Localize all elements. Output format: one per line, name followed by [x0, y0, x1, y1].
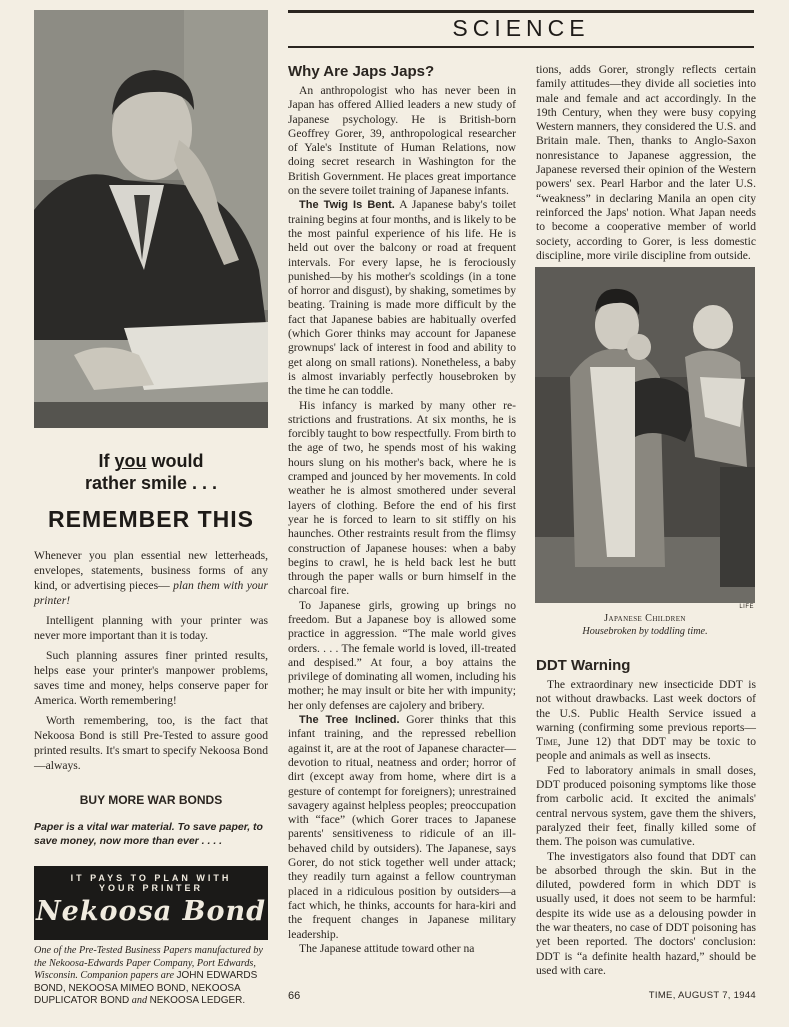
article-paragraph: The Japanese attitude toward other na [299, 941, 475, 955]
photo-japanese-children [535, 267, 755, 603]
ad-paragraph: Intelligent planning with your printer was never more important than it is today. [34, 614, 268, 642]
section-title: SCIENCE [452, 15, 590, 41]
ad-headline-remember-this: REMEMBER THIS [48, 506, 254, 532]
ad-banner-line2: YOUR PRINTER [98, 883, 203, 893]
photo-caption [535, 612, 755, 638]
caption-title: Japanese Children [604, 613, 686, 624]
article-paragraph-text: Gorer thinks that this infant training, and the repressed rebellion against it, are at the root of Japanese character—devotion to ritual, neatness and order; horror of dirt (except away from home, where dirt is a gesture of contempt for foreigners); unrestrained savagery against helpless peoples; preoccupation with “face” (which Gorer traces to Japanese parents' sensitiveness to ridicule of an ill-behaved child by outsiders). The Japanese, says Gorer, do not stick together well under attack; they readily turn against a fellow countryman placed in a ridiculous position by outsiders—a fact which, he thinks, accounts for hara-kiri and the frequent changes in Japanese military leadership. [288, 713, 516, 941]
ad-fine-italic: One of the Pre-Tested Business Papers manufactured by the Nekoosa-Edwards Paper Company, Port Edwards, Wisconsin. Companion papers are [34, 945, 263, 981]
ad-fine-print [34, 945, 268, 1008]
article-paragraph: To Japanese girls, growing up brings no freedom. But a Japanese boy is allowed some practice in aggression. “The male world gives orders. . . . The female world is loved, ill-treated and despised.” At four, a boy attains the privilege of dominating all women, including his mother; he may insult or bite her with impunity; her only defenses are cajolery and bribery. [288, 598, 516, 712]
ad-paper-note: Paper is a vital war material. To save paper, to save money, now more than ever . . . . [34, 821, 263, 847]
header-rule-bottom [288, 46, 754, 48]
article-paragraph-text: The extraordinary new insecticide DDT is not without drawbacks. Last week doctors of the U.S. Public Health Service issued a warning (confirming some previous reports— [536, 678, 756, 734]
page-number: 66 [288, 990, 301, 1002]
ad-paragraph [34, 548, 268, 608]
article-paragraph: His infancy is marked by many other restrictions and frustrations. At six months, he is forcibly taught to bow respectfully. From birth to the age of two, he spends most of his waking hours slung on his mother's back, where he is cramped and jounced by her movements. In cold weather he is almost smothered under several layers of clothing. Before the end of his first year he is forced to learn to sit stiffly on his haunches. Other restraints result from the flimsy construction of Japanese houses: when a baby begins to crawl, he is held back lest he butt through the paper walls or burn himself in the charcoal fire. [288, 398, 516, 598]
ad-headline-you: you [114, 451, 147, 471]
ad-brand-banner [34, 866, 268, 940]
article-column-left [288, 63, 516, 956]
article-paragraph [288, 198, 516, 398]
ad-photo-illustration [34, 10, 268, 428]
photo-credit: LIFE [739, 604, 754, 610]
article-column-right-bottom [536, 657, 756, 978]
nekoosa-bond-logo: Nekoosa Bond [35, 896, 267, 927]
article-paragraph [288, 713, 516, 942]
article-title-ddt: DDT Warning [536, 657, 631, 674]
ad-paragraph-italic: plan them with your printer! [34, 579, 268, 607]
ad-fine-and: and [129, 995, 150, 1006]
ad-paragraph-text: Whenever you plan essential new letterheads, envelopes, statements, business forms of any kind, or advertising pieces— [34, 549, 268, 592]
ad-headline-line1 [34, 450, 268, 472]
article-paragraph: Fed to laboratory animals in small doses, DDT produced poisoning symptoms like those from carbolic acid. It excited the animals' central nervous system, gave them the shivers, paralyzed their feet, finally killed some of them. The poison was cumulative. [536, 763, 756, 849]
article-paragraph: The investigators also found that DDT can be absorbed through the skin. But in the diluted, powdered form in which DDT is usually used, it does not seem to be harmful: despite its wide use as a delousing powder in the war theaters, no case of DDT poisoning has yet been reported. The doctors' conclusion: DDT is “a definite health hazard,” should be used with care. [536, 849, 756, 977]
ad-fine-products: JOHN EDWARDS BOND, NEKOOSA MIMEO BOND, NEKOOSA DUPLICATOR BOND [34, 970, 258, 1006]
article-title-japs: Why Are Japs Japs? [288, 63, 435, 80]
ad-photo-worried-man [34, 10, 268, 428]
article-paragraph-continued: tions, adds Gorer, strongly reflects certain family attitudes—they divide all societies into male and female and act accordingly. In the 19th Century, when they were busy copying Western manners, they considered the U.S. and Britain male. Then, thanks to Anglo-Saxon nonresistance to Japanese aggression, the Japanese reversed their opinion of the Western powers' sex. Pearl Harbor and the later U.S. “weakness” in declaring Manila an open city reinforced the Japs' notion. What Japan needs to become a cooperative member of world society, according to Gorer, is less domestic discipline, more virile discipline from outside. [536, 63, 756, 262]
header-rule-top [288, 10, 754, 13]
ad-war-bonds-slogan: BUY MORE WAR BONDS [79, 793, 223, 807]
ad-paragraph: Such planning assures finer printed results, helps ease your printer's manpower problems, saves time and money, helps conserve paper for America. Worth remembering! [34, 649, 268, 707]
article-column-right-top [536, 63, 756, 263]
article-paragraph-text-end: , June 12) that DDT may be toxic to people and animals as well as insects. [536, 735, 756, 763]
caption-subtitle: Housebroken by toddling time. [582, 626, 708, 637]
photo-illustration [535, 267, 755, 603]
ad-headline-pre: If [98, 451, 115, 471]
page-footer-date: TIME, AUGUST 7, 1944 [648, 990, 756, 1001]
ad-body-copy [34, 548, 268, 778]
ad-headline [34, 450, 268, 533]
ad-headline-post: would [146, 451, 204, 471]
time-reference: Time [536, 735, 558, 749]
ad-fine-products-2: NEKOOSA LEDGER. [149, 995, 246, 1006]
subheading-tree-inclined: The Tree Inclined. [299, 714, 400, 727]
nekoosa-advertisement [34, 10, 268, 1020]
article-paragraph [536, 678, 756, 764]
ad-headline-line2: rather smile . . . [84, 473, 218, 493]
ad-paragraph: Worth remembering, too, is the fact that Nekoosa Bond is still Pre-Tested to assure good printed results. It's smart to specify Nekoosa Bond—always. [34, 714, 268, 772]
subheading-twig-is-bent: The Twig Is Bent. [299, 199, 395, 212]
ad-banner-line1: IT PAYS TO PLAN WITH [70, 873, 232, 883]
article-paragraph-text: A Japanese baby's toilet training begins at four months, and is likely to be the most painful experience of his life. He is held out over the balcony or road at frequent intervals. For every lapse, he is ferociously punished—by his mother's scoldings (in a tone of horror and disgust), by shaking, sometimes by beating. Training is made more difficult by the fact that Japanese babies are habitually overfed (which Gorer thinks may account for Japanese grownups' lack of interest in food and ability to get along on small rations). Nonetheless, a baby is almost invariably perfectly housebroken by the time he can toddle. [288, 198, 516, 398]
article-paragraph: An anthropologist who has never been in Japan has offered Allied leaders a new study of Japanese psychology. He is British-born Geoffrey Gorer, 39, anthropological researcher of Yale's Institute of Human Relations, now doing secret research in Washington for the British Government. He places great importance on the severe toilet training of Japanese infants. [288, 84, 516, 198]
